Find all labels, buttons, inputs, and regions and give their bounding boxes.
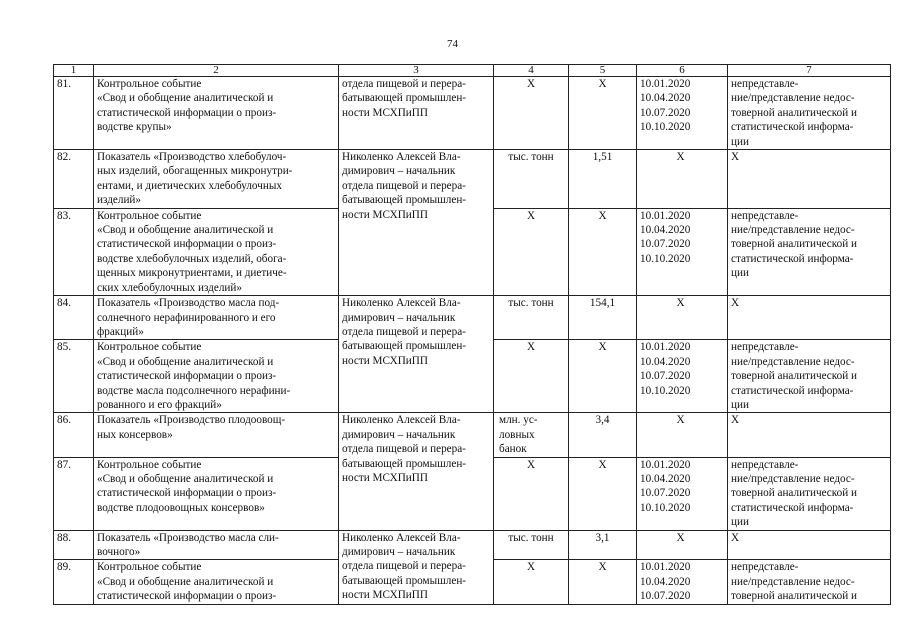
row-description: Контрольное событие «Свод и обобщение аналитической и статистической информации о произ- водстве плодоовощных консервов» [94, 457, 339, 530]
deadline-dates: Х [637, 296, 728, 340]
risk-note: непредставле- ние/представление недос- товерной аналитической и статистической информа- ции [728, 457, 891, 530]
column-number: 5 [569, 65, 637, 77]
plan-table [53, 64, 891, 605]
risk-note: Х [728, 413, 891, 457]
deadline-dates: 10.01.2020 10.04.2020 10.07.2020 10.10.2020 [637, 208, 728, 295]
row-number: 85. [54, 340, 94, 413]
table-row [54, 413, 891, 457]
column-number: 3 [339, 65, 494, 77]
column-number: 6 [637, 65, 728, 77]
unit-cell: Х [494, 457, 569, 530]
row-number: 86. [54, 413, 94, 457]
row-description: Показатель «Производство хлебобулоч- ных изделий, обогащенных микронутри- ентами, и диетических хлебобулочных изделий» [94, 150, 339, 209]
responsible-person: Николенко Алексей Вла- димирович – начальник отдела пищевой и перера- батывающей промышлен- ности МСХПиПП [339, 530, 494, 604]
row-description: Показатель «Производство масла сли- вочного» [94, 530, 339, 560]
column-number: 2 [94, 65, 339, 77]
value-cell: 154,1 [569, 296, 637, 340]
column-number: 1 [54, 65, 94, 77]
column-number: 7 [728, 65, 891, 77]
unit-cell: Х [494, 77, 569, 150]
table-row [54, 77, 891, 150]
deadline-dates: Х [637, 150, 728, 209]
row-description: Показатель «Производство плодоовощ- ных консервов» [94, 413, 339, 457]
row-number: 89. [54, 560, 94, 604]
deadline-dates: 10.01.2020 10.04.2020 10.07.2020 [637, 560, 728, 604]
unit-cell: Х [494, 208, 569, 295]
row-number: 88. [54, 530, 94, 560]
risk-note: Х [728, 530, 891, 560]
value-cell: Х [569, 457, 637, 530]
risk-note: непредставле- ние/представление недос- товерной аналитической и статистической информа- ции [728, 208, 891, 295]
value-cell: 3,1 [569, 530, 637, 560]
column-number: 4 [494, 65, 569, 77]
responsible-person: Николенко Алексей Вла- димирович – начальник отдела пищевой и перера- батывающей промышлен- ности МСХПиПП [339, 413, 494, 530]
unit-cell: Х [494, 340, 569, 413]
risk-note: непредставле- ние/представление недос- товерной аналитической и статистической информа- ции [728, 340, 891, 413]
row-description: Контрольное событие «Свод и обобщение аналитической и статистической информации о произ- водстве хлебобулочных изделий, обога- щенных микронутриентами, и диетиче- ских хлебобулочных изделий» [94, 208, 339, 295]
deadline-dates: Х [637, 530, 728, 560]
value-cell: 3,4 [569, 413, 637, 457]
deadline-dates: 10.01.2020 10.04.2020 10.07.2020 10.10.2020 [637, 77, 728, 150]
deadline-dates: Х [637, 413, 728, 457]
unit-cell: тыс. тонн [494, 150, 569, 209]
unit-cell: Х [494, 560, 569, 604]
row-description: Контрольное событие «Свод и обобщение аналитической и статистической информации о произ- водстве масла подсолнечного нерафини- рованного и его фракций» [94, 340, 339, 413]
unit-cell: тыс. тонн [494, 296, 569, 340]
unit-cell: тыс. тонн [494, 530, 569, 560]
responsible-person: Николенко Алексей Вла- димирович – начальник отдела пищевой и перера- батывающей промышлен- ности МСХПиПП [339, 296, 494, 413]
row-description: Контрольное событие «Свод и обобщение аналитической и статистической информации о произ- водстве крупы» [94, 77, 339, 150]
deadline-dates: 10.01.2020 10.04.2020 10.07.2020 10.10.2020 [637, 340, 728, 413]
row-number: 87. [54, 457, 94, 530]
value-cell: Х [569, 77, 637, 150]
value-cell: Х [569, 208, 637, 295]
row-description: Показатель «Производство масла под- солнечного нерафинированного и его фракций» [94, 296, 339, 340]
unit-cell: млн. ус- ловных банок [494, 413, 569, 457]
value-cell: Х [569, 560, 637, 604]
row-description: Контрольное событие «Свод и обобщение аналитической и статистической информации о произ- [94, 560, 339, 604]
page-number: 74 [447, 38, 458, 50]
row-number: 81. [54, 77, 94, 150]
responsible-person: Николенко Алексей Вла- димирович – начальник отдела пищевой и перера- батывающей промышлен- ности МСХПиПП [339, 150, 494, 296]
table-row [54, 150, 891, 209]
responsible-person: отдела пищевой и перера- батывающей промышлен- ности МСХПиПП [339, 77, 494, 150]
risk-note: непредставле- ние/представление недос- товерной аналитической и [728, 560, 891, 604]
table-header-row [54, 65, 891, 77]
risk-note: непредставле- ние/представление недос- товерной аналитической и статистической информа- ции [728, 77, 891, 150]
table-row [54, 530, 891, 560]
risk-note: Х [728, 150, 891, 209]
table-row [54, 296, 891, 340]
value-cell: 1,51 [569, 150, 637, 209]
deadline-dates: 10.01.2020 10.04.2020 10.07.2020 10.10.2020 [637, 457, 728, 530]
value-cell: Х [569, 340, 637, 413]
row-number: 82. [54, 150, 94, 209]
risk-note: Х [728, 296, 891, 340]
row-number: 84. [54, 296, 94, 340]
row-number: 83. [54, 208, 94, 295]
